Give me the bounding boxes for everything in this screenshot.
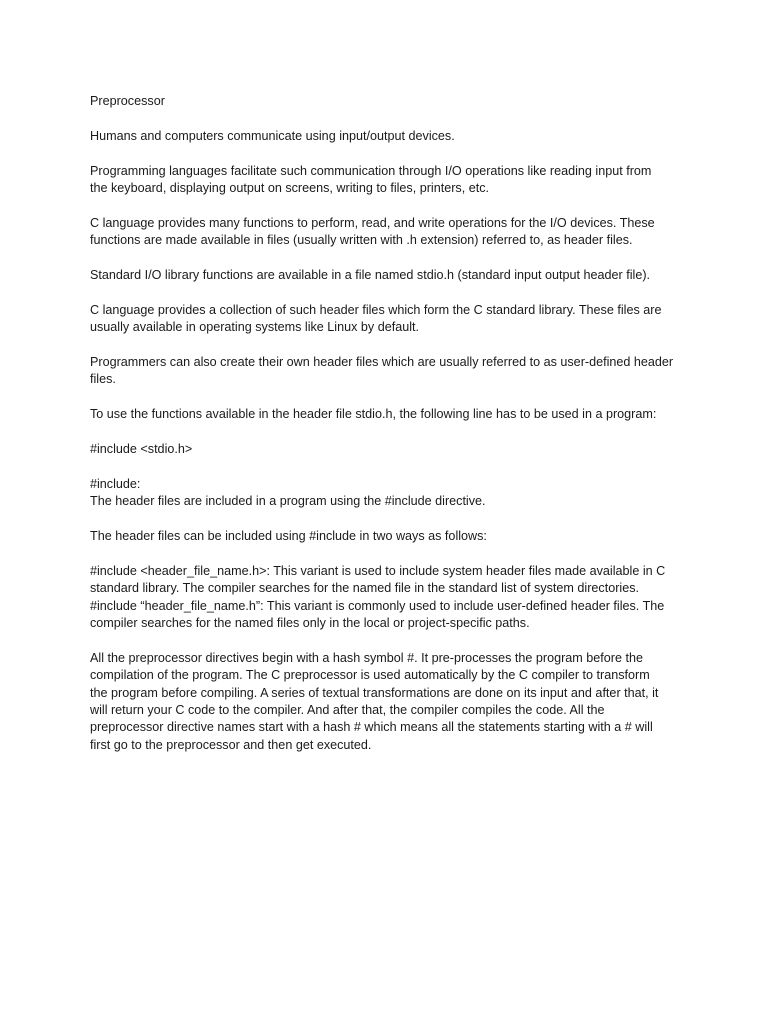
paragraph-io-devices: Humans and computers communicate using input/output devices. [90, 128, 455, 143]
code-include-stdio: #include <stdio.h> [90, 442, 193, 456]
paragraph-c-functions: C language provides many functions to perform, read, and write operations for the I/O devices. These functions are made available in files (usually written with .h extension) referred to, as header files. [90, 215, 655, 248]
paragraph-include-directive: #include: The header files are included in a program using the #include directive. [90, 476, 486, 509]
paragraph-user-defined-headers: Programmers can also create their own header files which are usually referred to as user-defined header files. [90, 355, 674, 387]
paragraph-usage: To use the functions available in the header file stdio.h, the following line has to be used in a program: [90, 407, 657, 422]
document-title: Preprocessor [90, 94, 165, 108]
paragraph-include-variants: #include <header_file_name.h>: This variant is used to include system header files made available in C standard library. The compiler searches for the named file in the standard list of system directories. #include “header_file_name.h”: This variant is commonly used to include user-defined header files. The compiler searches for the named files only in the local or project-specific paths. [90, 563, 666, 631]
paragraph-stdio: Standard I/O library functions are available in a file named stdio.h (standard input output header file). [90, 268, 651, 282]
paragraph-standard-library: C language provides a collection of such header files which form the C standard library. These files are usually available in operating systems like Linux by default. [90, 302, 662, 335]
paragraph-programming-languages: Programming languages facilitate such communication through I/O operations like reading input from the keyboard, displaying output on screens, writing to files, printers, etc. [90, 163, 652, 195]
paragraph-preprocessor-directives: All the preprocessor directives begin with a hash symbol #. It pre-processes the program before the compilation of the program. The C preprocessor is used automatically by the C compiler to transform the program before compiling. A series of textual transformations are done on its input and after that, it will return your C code to the compiler. And after that, the compiler compiles the code. All the preprocessor directive names start with a hash # which means all the statements starting with a # will first go to the preprocessor and then get executed. [90, 650, 659, 752]
paragraph-two-ways: The header files can be included using #include in two ways as follows: [90, 529, 487, 543]
document-body [90, 93, 680, 754]
